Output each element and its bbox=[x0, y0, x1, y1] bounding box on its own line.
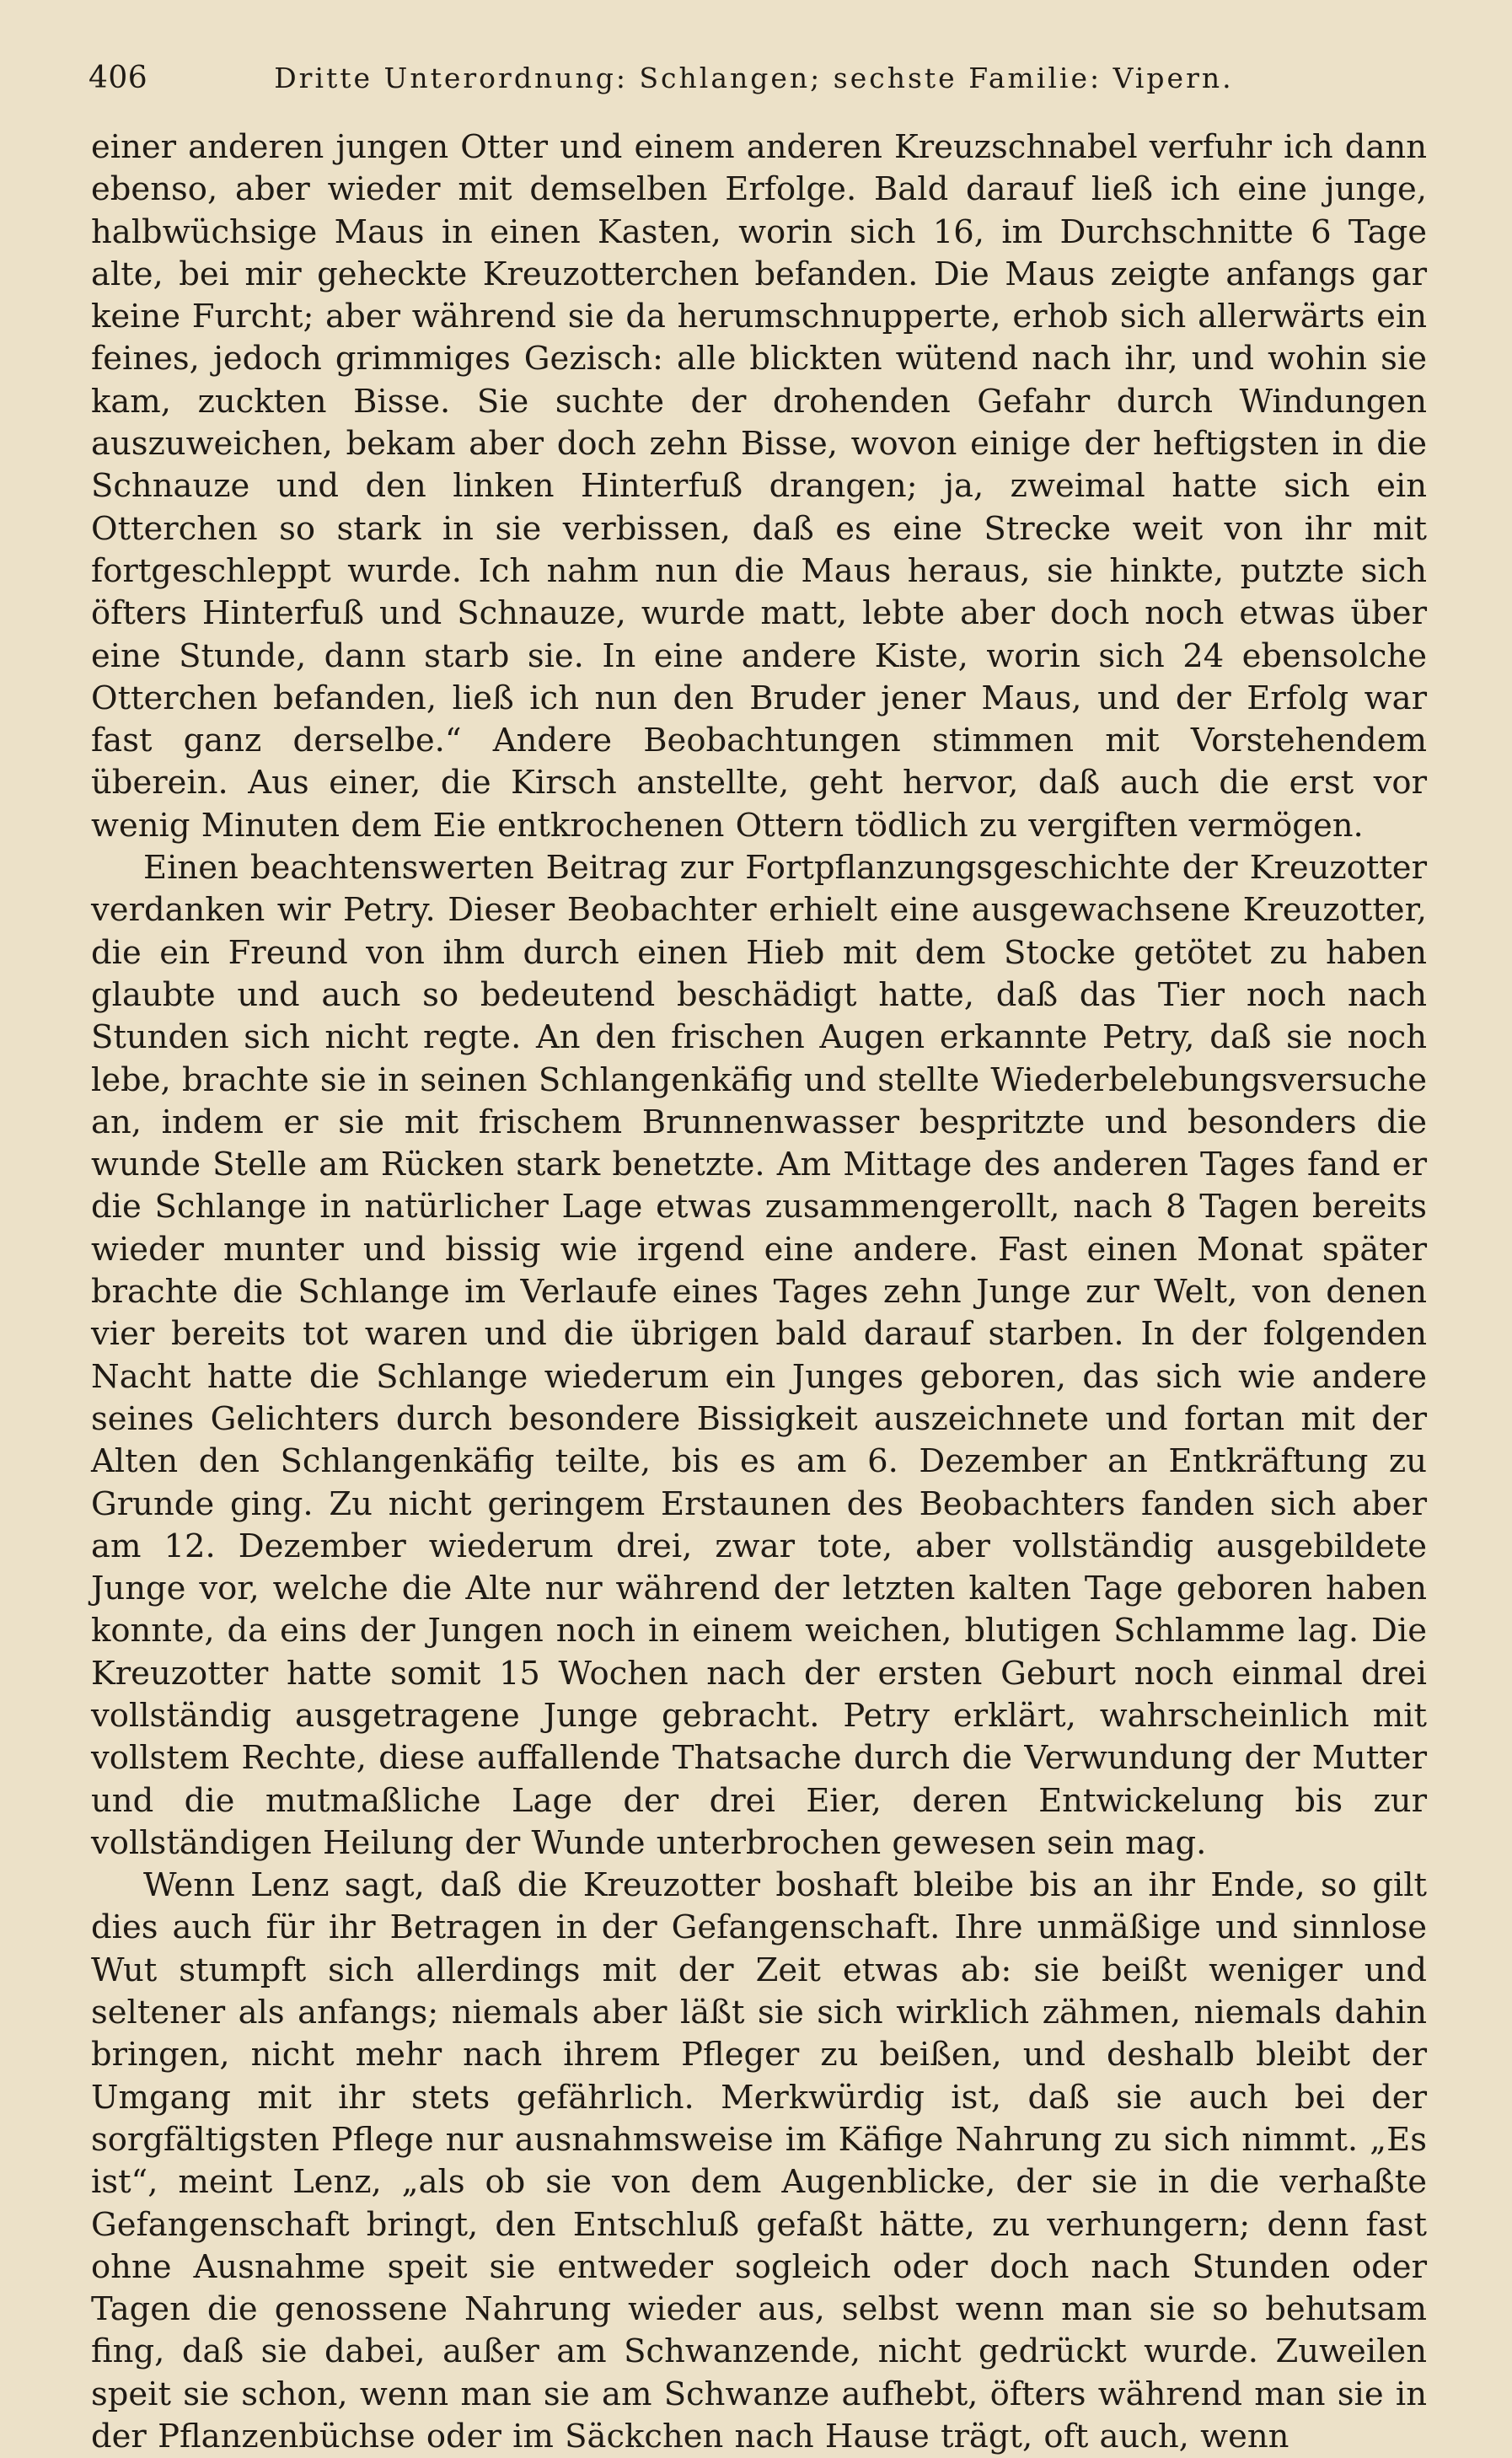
running-head: Dritte Unterordnung: Schlangen; sechste Familie: Vipern. bbox=[274, 62, 1234, 94]
paragraph-continuation: einer anderen jungen Otter und einem anderen Kreuzschnabel verfuhr ich dann ebenso, aber wieder mit demselben Erfolge. Bald darauf ließ ich eine junge, halbwüchsige Maus in einen Kasten, worin sich 16, im Durchschnitte 6 Tage alte, bei mir geheckte Kreuzotterchen befanden. Die Maus zeigte anfangs gar keine Furcht; aber während sie da herumschnupperte, erhob sich allerwärts ein feines, jedoch grimmiges Gezisch: alle blickten wütend nach ihr, und wohin sie kam, zuckten Bisse. Sie suchte der drohenden Gefahr durch Windungen auszuweichen, bekam aber doch zehn Bisse, wovon einige der heftigsten in die Schnauze und den linken Hinterfuß drangen; ja, zweimal hatte sich ein Otterchen so stark in sie verbissen, daß es eine Strecke weit von ihr mit fortgeschleppt wurde. Ich nahm nun die Maus heraus, sie hinkte, putzte sich öfters Hinterfuß und Schnauze, wurde matt, lebte aber doch noch etwas über eine Stunde, dann starb sie. In eine andere Kiste, worin sich 24 ebensolche Otterchen befanden, ließ ich nun den Bruder jener Maus, und der Erfolg war fast ganz derselbe.“ Andere Beobachtungen stimmen mit Vorstehendem überein. Aus einer, die Kirsch anstellte, geht hervor, daß auch die erst vor wenig Minuten dem Eie entkrochenen Ottern tödlich zu vergiften vermögen. bbox=[91, 128, 1427, 845]
page-header bbox=[88, 61, 1429, 103]
page-number: 406 bbox=[88, 61, 148, 95]
paragraph-fortpflanzung: Einen beachtenswerten Beitrag zur Fortpflanzungsgeschichte der Kreuzotter verdanken wir Petry. Dieser Beobachter erhielt eine ausgewachsene Kreuzotter, die ein Freund von ihm durch einen Hieb mit dem Stocke getötet zu haben glaubte und auch so bedeutend beschädigt hatte, daß das Tier noch nach Stunden sich nicht regte. An den frischen Augen erkannte Petry, daß sie noch lebe, brachte sie in seinen Schlangenkäfig und stellte Wiederbelebungsversuche an, indem er sie mit frischem Brunnenwasser bespritzte und besonders die wunde Stelle am Rücken stark benetzte. Am Mittage des anderen Tages fand er die Schlange in natürlicher Lage etwas zusammengerollt, nach 8 Tagen bereits wieder munter und bissig wie irgend eine andere. Fast einen Monat später brachte die Schlange im Verlaufe eines Tages zehn Junge zur Welt, von denen vier bereits tot waren und die übrigen bald darauf starben. In der folgenden Nacht hatte die Schlange wiederum ein Junges geboren, das sich wie andere seines Gelichters durch besondere Bissigkeit auszeichnete und fortan mit der Alten den Schlangenkäfig teilte, bis es am 6. Dezember an Entkräftung zu Grunde ging. Zu nicht geringem Erstaunen des Beobachters fanden sich aber am 12. Dezember wiederum drei, zwar tote, aber vollständig ausgebildete Junge vor, welche die Alte nur während der letzten kalten Tage geboren haben konnte, da eins der Jungen noch in einem weichen, blutigen Schlamme lag. Die Kreuzotter hatte somit 15 Wochen nach der ersten Geburt noch einmal drei vollständig ausgetragene Junge gebracht. Petry erklärt, wahrscheinlich mit vollstem Rechte, diese auffallende Thatsache durch die Verwundung der Mutter und die mutmaßliche Lage der drei Eier, deren Entwickelung bis zur vollständigen Heilung der Wunde unterbrochen gewesen sein mag. bbox=[91, 849, 1427, 1862]
body-text bbox=[91, 126, 1427, 2458]
paragraph-gefangenschaft: Wenn Lenz sagt, daß die Kreuzotter boshaft bleibe bis an ihr Ende, so gilt dies auch für ihr Betragen in der Gefangenschaft. Ihre unmäßige und sinnlose Wut stumpft sich allerdings mit der Zeit etwas ab: sie beißt weniger und seltener als anfangs; niemals aber läßt sie sich wirklich zähmen, niemals dahin bringen, nicht mehr nach ihrem Pfleger zu beißen, und deshalb bleibt der Umgang mit ihr stets gefährlich. Merkwürdig ist, daß sie auch bei der sorgfältigsten Pflege nur ausnahmsweise im Käfige Nahrung zu sich nimmt. „Es ist“, meint Lenz, „als ob sie von dem Augenblicke, der sie in die verhaßte Gefangenschaft bringt, den Entschluß gefaßt hätte, zu verhungern; denn fast ohne Ausnahme speit sie entweder sogleich oder doch nach Stunden oder Tagen die genossene Nahrung wieder aus, selbst wenn man sie so behutsam fing, daß sie dabei, außer am Schwanzende, nicht gedrückt wurde. Zuweilen speit sie schon, wenn man sie am Schwanze aufhebt, öfters während man sie in der Pflanzenbüchse oder im Säckchen nach Hause trägt, oft auch, wenn bbox=[91, 1866, 1427, 2456]
